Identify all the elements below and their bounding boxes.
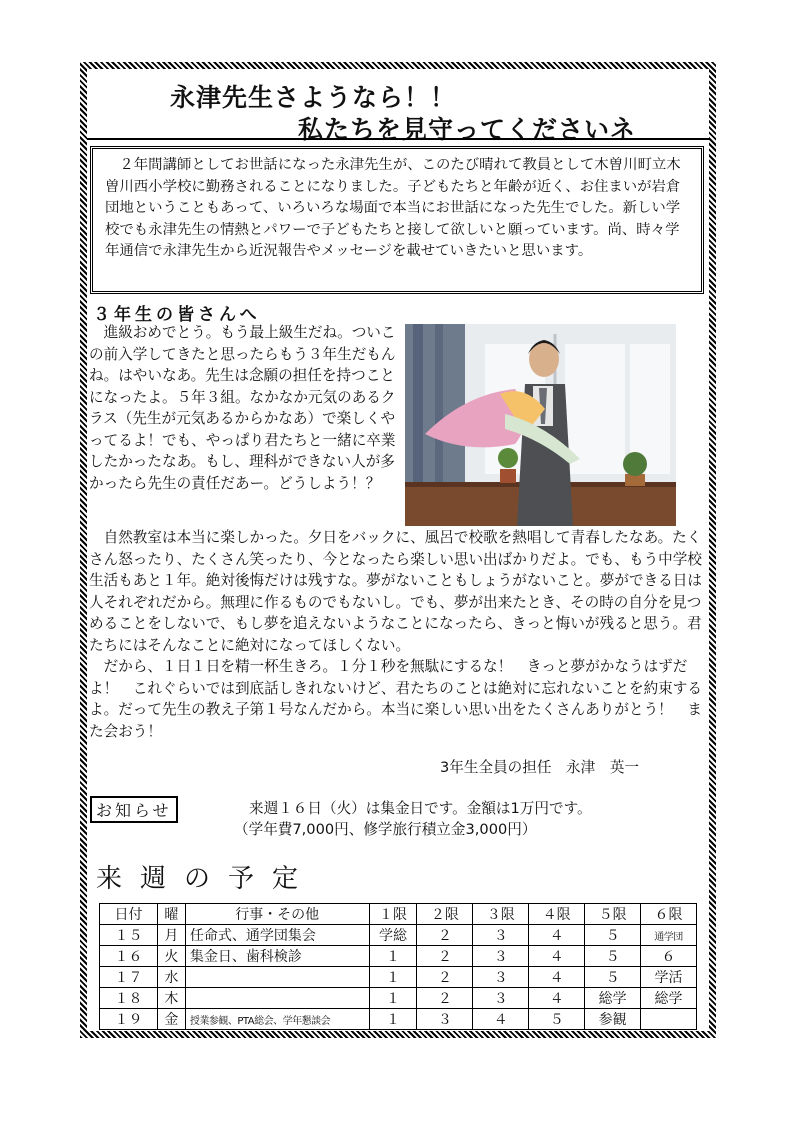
cell-weekday: 火 [157, 946, 185, 967]
cell-period-5: 参観 [585, 1009, 641, 1030]
table-row [100, 925, 697, 946]
cell-period-4: ４ [529, 967, 585, 988]
header-period-2: ２限 [417, 904, 473, 925]
schedule-table [99, 903, 697, 1030]
cell-period-3: ３ [473, 925, 529, 946]
title-line-1: 永津先生さようなら！！ [170, 83, 457, 112]
notice-text: 来週１６日（火）は集金日です。金額は1万円です。 [249, 800, 592, 817]
cell-period-6: ６ [641, 946, 697, 967]
cell-period-5: ５ [585, 925, 641, 946]
cell-period-6 [641, 1009, 697, 1030]
notice-label: お知らせ [90, 796, 178, 823]
signature: 3年生全員の担任 永津 英一 [440, 759, 640, 776]
cell-date: １９ [100, 1009, 158, 1030]
cell-period-3: ３ [473, 967, 529, 988]
cell-period-1: １ [369, 1009, 417, 1030]
cell-period-5: ５ [585, 946, 641, 967]
header-period-6: ６限 [641, 904, 697, 925]
table-row [100, 1009, 697, 1030]
section-heading: ３年生の皆さんへ [93, 305, 261, 325]
notice-subtext: （学年費7,000円、修学旅行積立金3,000円） [234, 821, 537, 838]
cell-period-6: 学活 [641, 967, 697, 988]
schedule-header-row [100, 904, 697, 925]
cell-events: 集金日、歯科検診 [185, 946, 369, 967]
cell-weekday: 水 [157, 967, 185, 988]
header-period-3: ３限 [473, 904, 529, 925]
cell-period-3: ３ [473, 946, 529, 967]
header-weekday: 曜 [157, 904, 185, 925]
cell-period-1: １ [369, 946, 417, 967]
message-paragraph-1: 進級おめでとう。もう最上級生だね。ついこの前入学してきたと思ったらもう３年生だもんね。はやいなあ。先生は念願の担任を持つことになったよ。５年３組。なかなか元気のあるクラス（先生が元気あるからかなあ）で楽しくやってるよ！でも、やっぱり君たちと一緒に卒業したかったなあ。もし、理科ができない人が多かったら先生の責任だあー。どうしよう！？ [89, 324, 396, 492]
cell-weekday: 金 [157, 1009, 185, 1030]
cell-events: 授業参観、PTA総会、学年懇談会 [185, 1009, 369, 1030]
cell-date: １８ [100, 988, 158, 1009]
teacher-photo [405, 324, 676, 526]
cell-date: １６ [100, 946, 158, 967]
cell-period-4: ５ [529, 1009, 585, 1030]
cell-weekday: 月 [157, 925, 185, 946]
cell-period-1: １ [369, 967, 417, 988]
title-line-2: 私たちを見守ってくださいネ [298, 115, 637, 144]
teacher-photo-image [405, 324, 676, 526]
cell-period-6: 総学 [641, 988, 697, 1009]
intro-box [90, 146, 704, 294]
header-period-1: １限 [369, 904, 417, 925]
cell-period-1: １ [369, 988, 417, 1009]
message-left-column [89, 322, 401, 494]
cell-period-1: 学総 [369, 925, 417, 946]
message-main-text [89, 527, 709, 742]
cell-events: 任命式、通学団集会 [185, 925, 369, 946]
cell-weekday: 木 [157, 988, 185, 1009]
cell-period-4: ４ [529, 925, 585, 946]
cell-period-5: 総学 [585, 988, 641, 1009]
cell-period-3: ４ [473, 1009, 529, 1030]
intro-paragraph: ２年間講師としてお世話になった永津先生が、このたび晴れて教員として木曽川町立木曽川西小学校に勤務されることになりました。子どもたちと年齢が近く、お住まいが岩倉団地ということもあって、いろいろな場面で本当にお世話になった先生でした。新しい学校でも永津先生の情熱とパワーで子どもたちと接して欲しいと願っています。尚、時々学年通信で永津先生から近況報告やメッセージを載せていきたいと思います。 [105, 157, 681, 259]
cell-period-4: ４ [529, 946, 585, 967]
cell-period-2: ２ [417, 967, 473, 988]
cell-period-3: ３ [473, 988, 529, 1009]
cell-events [185, 967, 369, 988]
header-events: 行事・その他 [185, 904, 369, 925]
header-date: 日付 [100, 904, 158, 925]
table-row [100, 967, 697, 988]
cell-events [185, 988, 369, 1009]
cell-period-2: ２ [417, 925, 473, 946]
schedule-heading: 来週の予定 [96, 864, 317, 894]
cell-period-2: ２ [417, 946, 473, 967]
cell-period-4: ４ [529, 988, 585, 1009]
cell-period-5: ５ [585, 967, 641, 988]
cell-period-2: ２ [417, 988, 473, 1009]
title-divider [87, 138, 709, 140]
message-paragraph-2: 自然教室は本当に楽しかった。夕日をバックに、風呂で校歌を熱唱して青春したなあ。たくさん怒ったり、たくさん笑ったり、今となったら楽しい思い出ばかりだよ。でも、もう中学校生活もあと１年。絶対後悔だけは残すな。夢がないこともしょうがないこと。夢ができる日は人それぞれだから。無理に作るものでもないし。でも、夢が出来たとき、その時の自分を見つめることをしないで、もし夢を追えないようなことになったら、きっと悔いが残ると思う。君たちにはそんなことに絶対になってほしくない。 [89, 529, 702, 654]
header-period-5: ５限 [585, 904, 641, 925]
message-paragraph-3: だから、１日１日を精一杯生きろ。１分１秒を無駄にするな！ きっと夢がかなうはずだよ！ これぐらいでは到底話しきれないけど、君たちのことは絶対に忘れないことを約束するよ。だって先生の教え子第１号なんだから。本当に楽しい思い出をたくさんありがとう！ また会おう！ [89, 658, 702, 740]
cell-date: １７ [100, 967, 158, 988]
table-row [100, 988, 697, 1009]
cell-period-6: 通学団 [641, 925, 697, 946]
cell-date: １５ [100, 925, 158, 946]
header-period-4: ４限 [529, 904, 585, 925]
table-row [100, 946, 697, 967]
cell-period-2: ３ [417, 1009, 473, 1030]
